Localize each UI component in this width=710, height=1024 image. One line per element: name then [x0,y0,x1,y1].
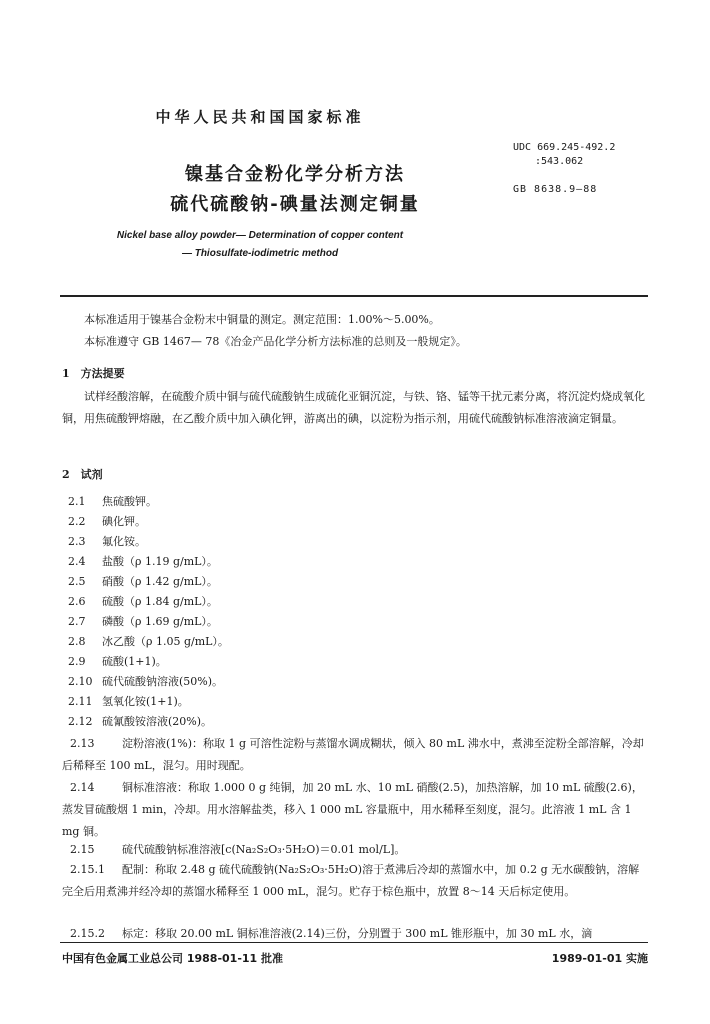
reagent-text: 淀粉溶液(1%)：称取 1 g 可溶性淀粉与蒸馏水调成糊状，倾入 80 mL 沸水中，煮沸至淀粉全部溶解，冷却后稀释至 100 mL，混匀。用时现配。 [62,737,644,772]
reagent-item [68,572,218,592]
udc-code-line-1: UDC 669.245-492.2 [513,142,616,153]
reagent-item-2-14 [62,777,648,843]
section-1-body: 试样经酸溶解，在硫酸介质中铜与硫代硫酸钠生成硫化亚铜沉淀，与铁、铬、锰等干扰元素分离，将沉淀灼烧成氧化铜，用焦硫酸钾熔融，在乙酸介质中加入碘化钾，游离出的碘，以淀粉为指示剂，用硫代硫酸钠标准溶液滴定铜量。 [62,390,645,425]
reagent-item-2-15-1 [62,859,648,903]
reagent-number: 2.6 [68,595,86,608]
reagent-item-2-15 [62,839,648,861]
reagent-text: 氟化铵。 [102,535,146,548]
reagent-number: 2.10 [68,675,93,688]
reagent-number: 2.12 [68,715,93,728]
english-title-line-1: Nickel base alloy powder— Determination of copper content [116,230,404,241]
reagent-text: 硫代硫酸钠溶液(50%)。 [102,675,224,688]
reagent-text: 硫代硫酸钠标准溶液[c(Na₂S₂O₃·5H₂O)＝0.01 mol/L]。 [122,843,406,856]
reagent-item [68,692,189,712]
reagent-item [68,632,229,652]
reagent-number: 2.3 [68,535,86,548]
reagent-text: 碘化钾。 [102,515,146,528]
reagent-text: 冰乙酸（ρ 1.05 g/mL）。 [102,635,229,648]
section-2-heading: 2 试剂 [62,468,103,481]
reagent-item [68,532,146,552]
title-line-2: 硫代硫酸钠-碘量法测定铜量 [170,194,420,215]
reagent-number: 2.11 [68,695,93,708]
standard-organization: 中华人民共和国国家标准 [155,108,365,126]
title-line-1: 镍基合金粉化学分析方法 [185,164,405,185]
reagent-number: 2.13 [70,737,95,750]
approval-info: 中国有色金属工业总公司 1988-01-11 批准 [62,952,284,965]
reagent-number: 2.14 [70,781,95,794]
reagent-number: 2.15.2 [70,927,105,940]
reagent-number: 2.1 [68,495,86,508]
udc-code-line-2: :543.062 [535,156,584,167]
reagent-text: 盐酸（ρ 1.19 g/mL）。 [102,555,218,568]
reagent-text: 硫酸(1+1)。 [102,655,167,668]
reagent-item [68,512,146,532]
reagent-number: 2.15 [70,843,95,856]
reagent-text: 配制：称取 2.48 g 硫代硫酸钠(Na₂S₂O₃·5H₂O)溶于煮沸后冷却的蒸馏水中，加 0.2 g 无水碳酸钠，溶解完全后用煮沸并经冷却的蒸馏水稀释至 1 000 mL，混匀。贮存于棕色瓶中，放置 8～14 天后标定使用。 [62,863,640,898]
reagent-item [68,672,223,692]
header-rule [60,295,648,297]
english-title-line-2: — Thiosulfate-iodimetric method [181,248,339,259]
reagent-number: 2.5 [68,575,86,588]
reagent-text: 硫氰酸铵溶液(20%)。 [102,715,213,728]
reagent-text: 焦硫酸钾。 [102,495,157,508]
reagent-text: 铜标准溶液：称取 1.000 0 g 纯铜，加 20 mL 水、10 mL 硝酸(2.5)，加热溶解，加 10 mL 硫酸(2.6)，蒸发冒硫酸烟 1 min，冷却。用水溶解盐类，移入 1 000 mL 容量瓶中，用水稀释至刻度，混匀。此溶液 1 mL 含 1 mg 铜。 [62,781,643,838]
intro-paragraph-2: 本标准遵守 GB 1467— 78《冶金产品化学分析方法标准的总则及一般规定》。 [84,335,467,348]
reagent-number: 2.9 [68,655,86,668]
intro-paragraph-1: 本标准适用于镍基合金粉末中铜量的测定。测定范围：1.00%～5.00%。 [84,313,440,326]
reagent-item [68,612,218,632]
implementation-date: 1989-01-01 实施 [551,952,648,965]
reagent-item [68,712,212,732]
reagent-text: 硝酸（ρ 1.42 g/mL）。 [102,575,218,588]
reagent-text: 标定：移取 20.00 mL 铜标准溶液(2.14)三份，分别置于 300 mL 锥形瓶中，加 30 mL 水，滴 [122,927,593,940]
reagent-item [68,592,218,612]
gb-number: GB 8638.9—88 [513,184,598,195]
reagent-text: 硫酸（ρ 1.84 g/mL）。 [102,595,218,608]
reagent-text: 磷酸（ρ 1.69 g/mL）。 [102,615,218,628]
footer-rule [60,942,648,943]
reagent-number: 2.15.1 [70,863,105,876]
reagent-item-2-13 [62,733,648,777]
section-1-heading: 1 方法提要 [62,367,125,380]
reagent-number: 2.4 [68,555,86,568]
reagent-text: 氢氧化铵(1+1)。 [102,695,189,708]
reagent-item [68,552,218,572]
reagent-number: 2.2 [68,515,86,528]
reagent-item [68,492,157,512]
reagent-number: 2.8 [68,635,86,648]
reagent-number: 2.7 [68,615,86,628]
reagent-item [68,652,167,672]
